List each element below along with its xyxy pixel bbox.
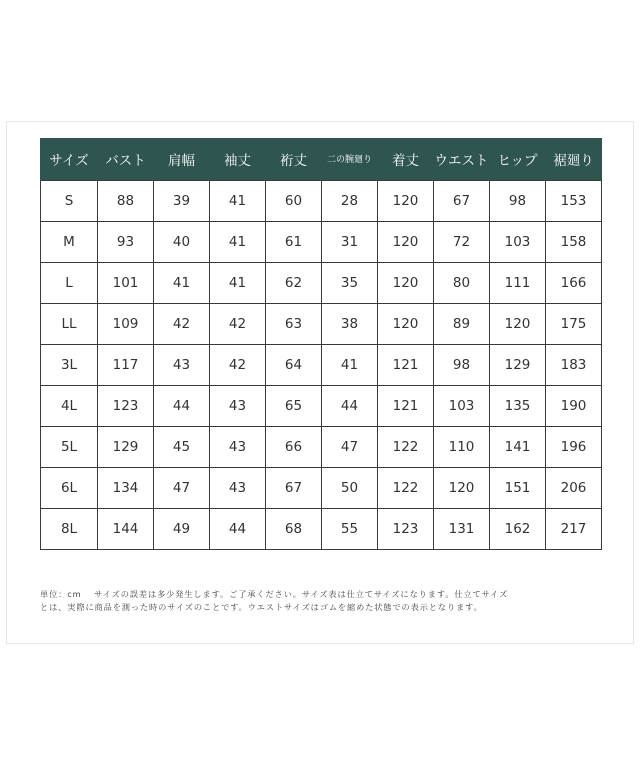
table-row [41,303,602,344]
note-line-2: とは、実際に商品を測った時のサイズのことです。ウエストサイズはゴムを縮めた状態での表示となります。 [40,601,483,612]
header-size: サイズ [41,138,98,180]
measurement-cell: 196 [546,426,602,467]
measurement-cell: 144 [98,508,154,549]
measurement-cell: 41 [210,221,266,262]
measurement-cell: 43 [210,426,266,467]
measurement-cell: 141 [490,426,546,467]
measurement-cell: 217 [546,508,602,549]
header-waist: ウエスト [434,138,490,180]
header-total-length: 着丈 [378,138,434,180]
measurement-cell: 41 [210,262,266,303]
header-yuki-length: 裄丈 [266,138,322,180]
measurement-cell: 47 [154,467,210,508]
measurement-cell: 93 [98,221,154,262]
table-row [41,385,602,426]
table-row [41,344,602,385]
measurement-cell: 121 [378,385,434,426]
table-row [41,262,602,303]
measurement-cell: 41 [322,344,378,385]
size-label-cell: LL [41,303,98,344]
measurement-cell: 120 [378,303,434,344]
measurement-cell: 31 [322,221,378,262]
size-label-cell: L [41,262,98,303]
measurement-cell: 121 [378,344,434,385]
size-label-cell: 3L [41,344,98,385]
measurement-cell: 38 [322,303,378,344]
measurement-cell: 60 [266,180,322,221]
measurement-cell: 45 [154,426,210,467]
size-label-cell: M [41,221,98,262]
note-line-1: 単位：cm サイズの誤差は多少発生します。ご了承ください。サイズ表は仕立てサイズになります。仕立てサイズ [40,589,509,599]
measurement-cell: 101 [98,262,154,303]
measurement-cell: 123 [378,508,434,549]
measurement-cell: 43 [210,467,266,508]
size-note [40,588,610,613]
measurement-cell: 129 [98,426,154,467]
measurement-cell: 131 [434,508,490,549]
measurement-cell: 47 [322,426,378,467]
measurement-cell: 190 [546,385,602,426]
measurement-cell: 98 [490,180,546,221]
measurement-cell: 42 [210,344,266,385]
measurement-cell: 41 [154,262,210,303]
table-row [41,426,602,467]
size-label-cell: 6L [41,467,98,508]
size-label-cell: 5L [41,426,98,467]
measurement-cell: 55 [322,508,378,549]
measurement-cell: 49 [154,508,210,549]
table-header-row [41,138,602,180]
header-shoulder-width: 肩幅 [154,138,210,180]
measurement-cell: 135 [490,385,546,426]
measurement-cell: 120 [378,180,434,221]
measurement-cell: 122 [378,426,434,467]
measurement-cell: 103 [490,221,546,262]
measurement-cell: 44 [210,508,266,549]
header-bust: バスト [98,138,154,180]
measurement-cell: 120 [434,467,490,508]
measurement-cell: 67 [266,467,322,508]
measurement-cell: 43 [210,385,266,426]
measurement-cell: 35 [322,262,378,303]
measurement-cell: 41 [210,180,266,221]
measurement-cell: 110 [434,426,490,467]
table-row [41,508,602,549]
measurement-cell: 129 [490,344,546,385]
header-hem: 裾廻り [546,138,602,180]
measurement-cell: 151 [490,467,546,508]
measurement-cell: 63 [266,303,322,344]
measurement-cell: 120 [378,221,434,262]
measurement-cell: 64 [266,344,322,385]
measurement-cell: 206 [546,467,602,508]
measurement-cell: 98 [434,344,490,385]
measurement-cell: 111 [490,262,546,303]
measurement-cell: 43 [154,344,210,385]
table-row [41,467,602,508]
measurement-cell: 117 [98,344,154,385]
size-label-cell: 8L [41,508,98,549]
measurement-cell: 65 [266,385,322,426]
measurement-cell: 183 [546,344,602,385]
measurement-cell: 175 [546,303,602,344]
table-row [41,221,602,262]
measurement-cell: 158 [546,221,602,262]
measurement-cell: 62 [266,262,322,303]
measurement-cell: 166 [546,262,602,303]
measurement-cell: 50 [322,467,378,508]
measurement-cell: 153 [546,180,602,221]
measurement-cell: 72 [434,221,490,262]
measurement-cell: 80 [434,262,490,303]
measurement-cell: 39 [154,180,210,221]
table-row [41,180,602,221]
measurement-cell: 44 [322,385,378,426]
measurement-cell: 61 [266,221,322,262]
measurement-cell: 123 [98,385,154,426]
measurement-cell: 66 [266,426,322,467]
measurement-cell: 162 [490,508,546,549]
measurement-cell: 120 [490,303,546,344]
measurement-cell: 88 [98,180,154,221]
measurement-cell: 109 [98,303,154,344]
measurement-cell: 89 [434,303,490,344]
measurement-cell: 42 [154,303,210,344]
measurement-cell: 44 [154,385,210,426]
header-upper-arm: 二の腕廻り [322,138,378,180]
measurement-cell: 40 [154,221,210,262]
header-hip: ヒップ [490,138,546,180]
measurement-cell: 134 [98,467,154,508]
measurement-cell: 120 [378,262,434,303]
measurement-cell: 68 [266,508,322,549]
measurement-cell: 28 [322,180,378,221]
size-label-cell: S [41,180,98,221]
measurement-cell: 122 [378,467,434,508]
size-label-cell: 4L [41,385,98,426]
size-table [40,138,602,550]
measurement-cell: 103 [434,385,490,426]
measurement-cell: 42 [210,303,266,344]
measurement-cell: 67 [434,180,490,221]
header-sleeve-length: 袖丈 [210,138,266,180]
